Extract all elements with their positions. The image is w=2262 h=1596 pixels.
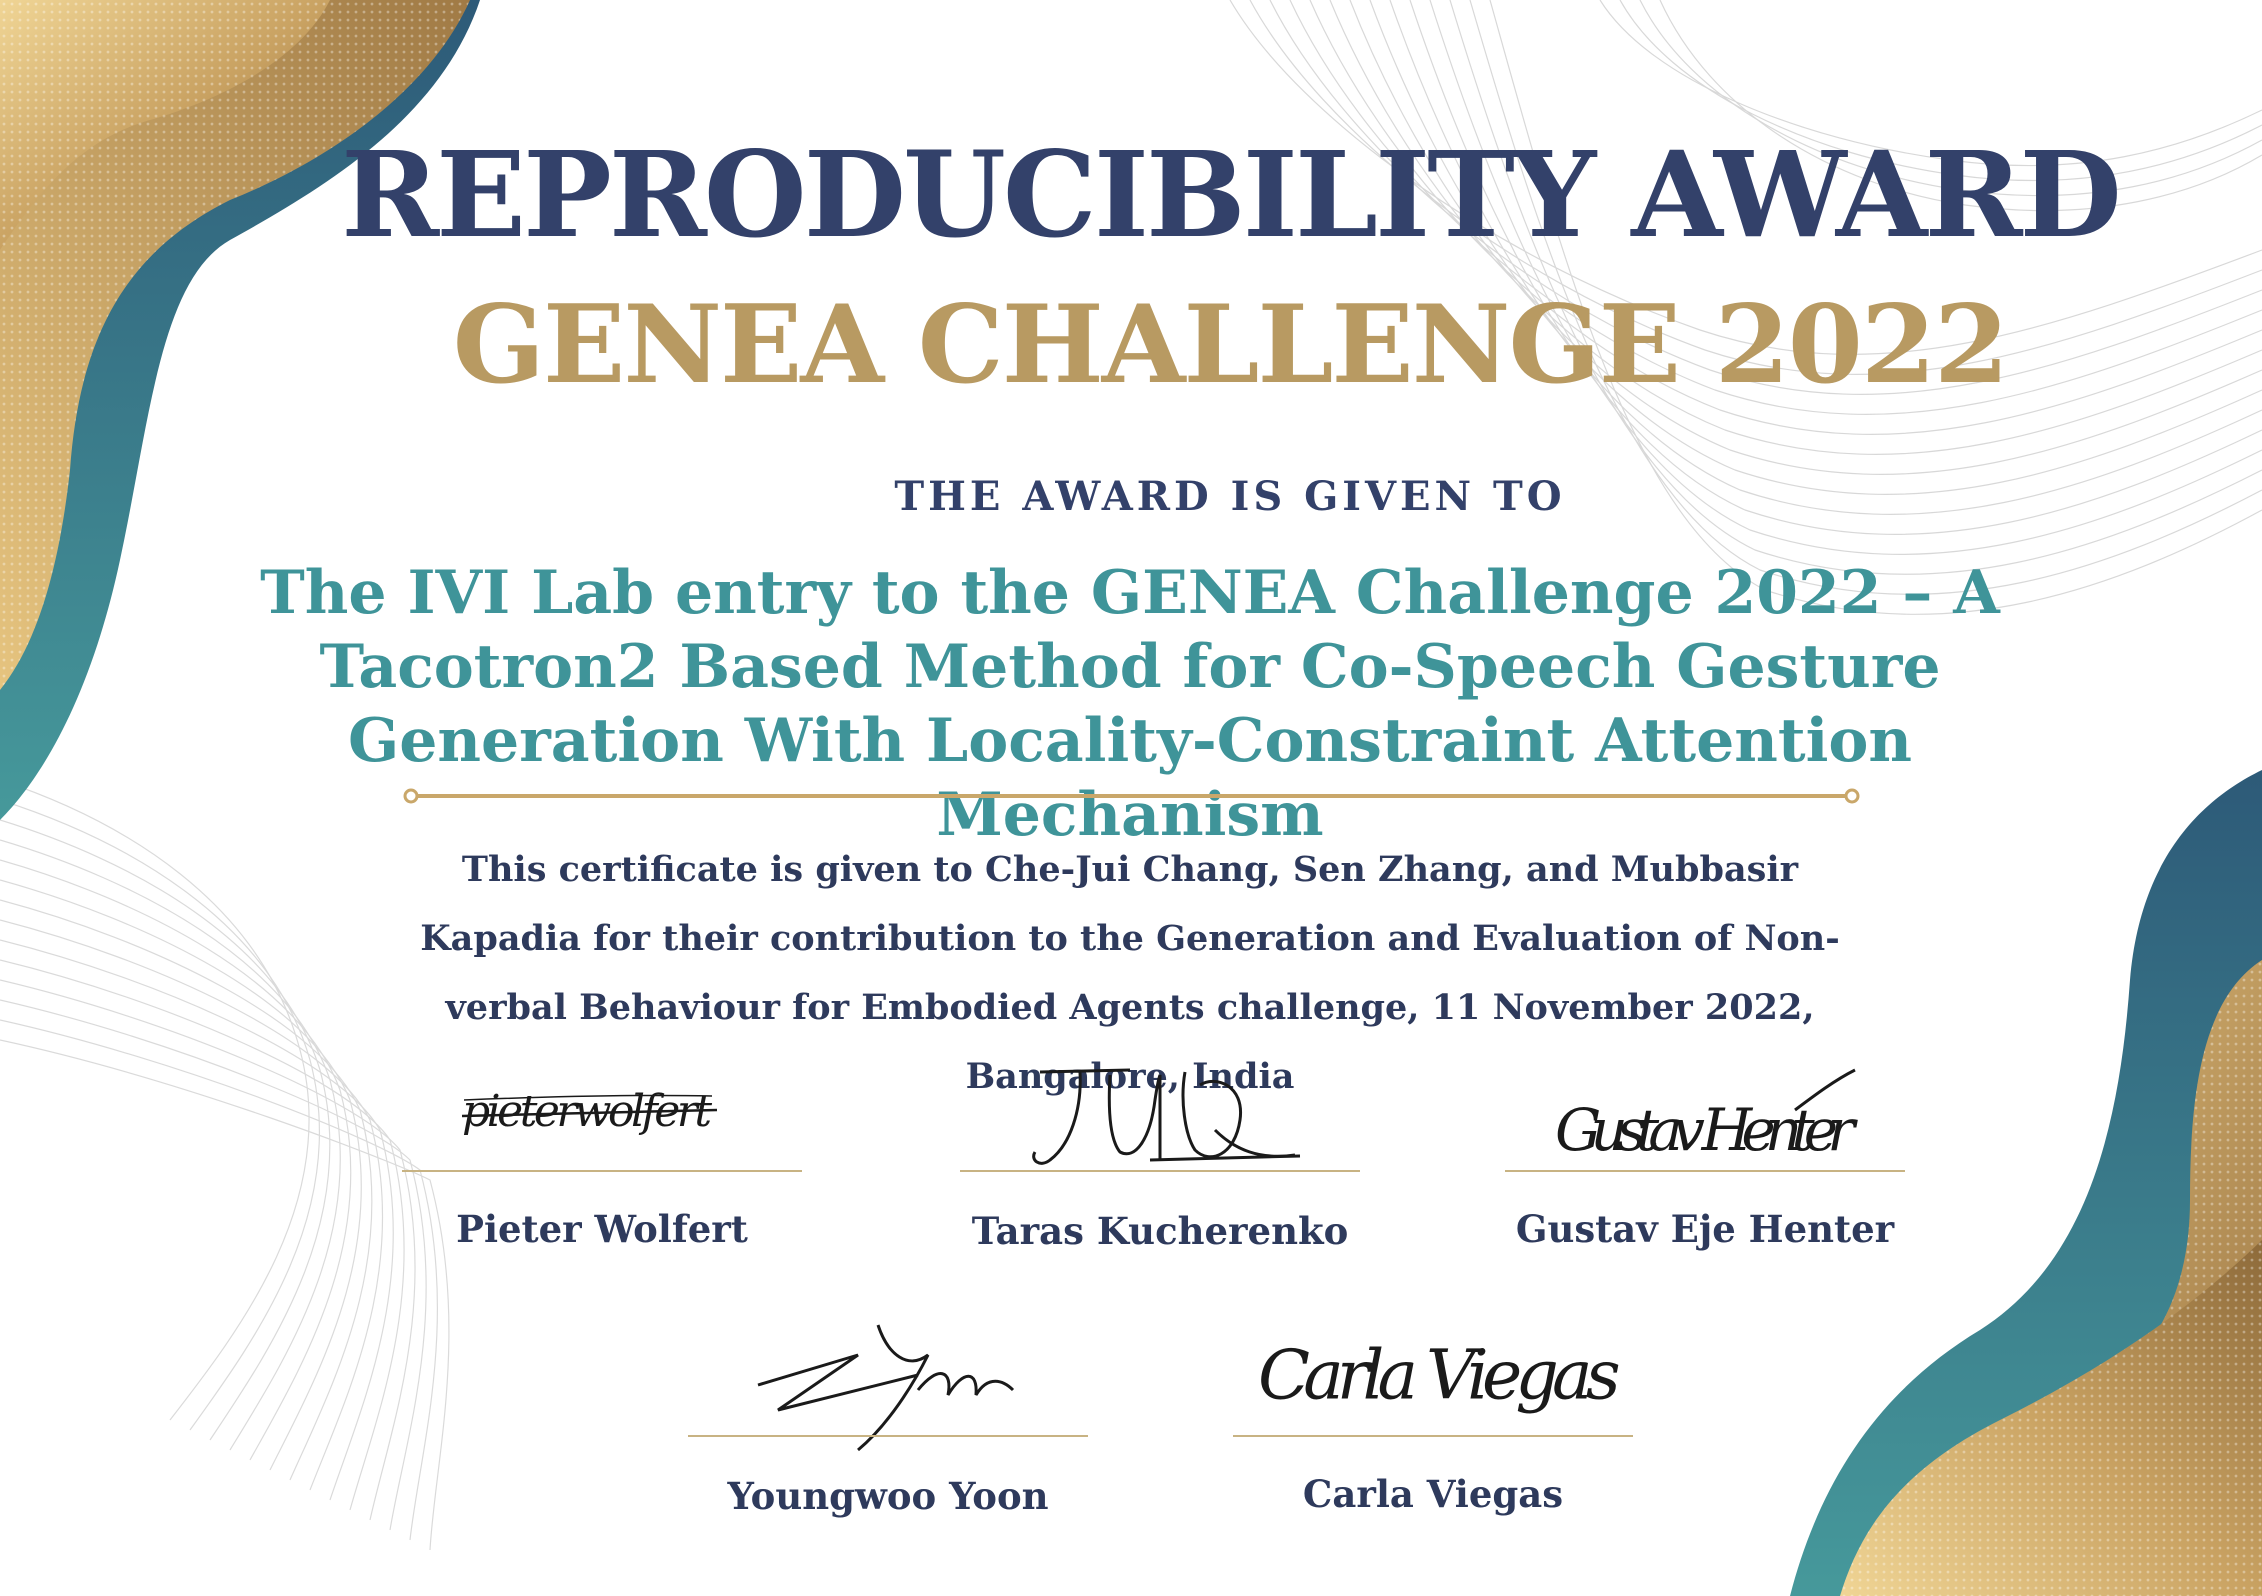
signature-taras-kucherenko (1010, 1060, 1310, 1170)
signature-line (960, 1170, 1360, 1172)
signature-carla-viegas (1258, 1305, 1621, 1435)
signature-pieter-wolfert (452, 1060, 752, 1170)
award-title: REPRODUCIBILITY AWARD (341, 125, 2119, 264)
svg-text:Gustav Henter: Gustav Henter (1555, 1096, 1855, 1164)
svg-text:pieterwolfert: pieterwolfert (462, 1086, 712, 1137)
signatory-name-gustav-eje-henter: Gustav Eje Henter (1515, 1207, 1895, 1251)
signatory-name-carla-viegas: Carla Viegas (1302, 1472, 1564, 1516)
svg-text:Carla Viegas: Carla Viegas (1258, 1336, 1621, 1416)
challenge-title: GENEA CHALLENGE 2022 (452, 282, 2008, 408)
signatory-name-pieter-wolfert: Pieter Wolfert (456, 1207, 748, 1251)
signatory-name-taras-kucherenko: Taras Kucherenko (971, 1209, 1349, 1253)
signature-gustav-eje-henter (1525, 1060, 1885, 1170)
recipient-title: The IVI Lab entry to the GENEA Challenge 2022 – A Tacotron2 Based Method for Co-Speech Gesture Generation With Locality-Constraint Attention Mechanism (260, 558, 2000, 850)
signature-youngwoo-yoon (738, 1300, 1038, 1440)
certificate-description: This certificate is given to Che-Jui Chang, Sen Zhang, and Mubbasir Kapadia for their contribution to the Generation and Evaluation of Non-verbal Behaviour for Embodied Agents challenge, 11 November 2022, Bangalore, India (420, 849, 1840, 1097)
signature-line (1505, 1170, 1905, 1172)
signatory-name-youngwoo-yoon: Youngwoo Yoon (727, 1474, 1049, 1518)
signature-line (1233, 1435, 1633, 1437)
signature-line (402, 1170, 802, 1172)
given-to-label: THE AWARD IS GIVEN TO (894, 473, 1566, 520)
signature-line (688, 1435, 1088, 1437)
